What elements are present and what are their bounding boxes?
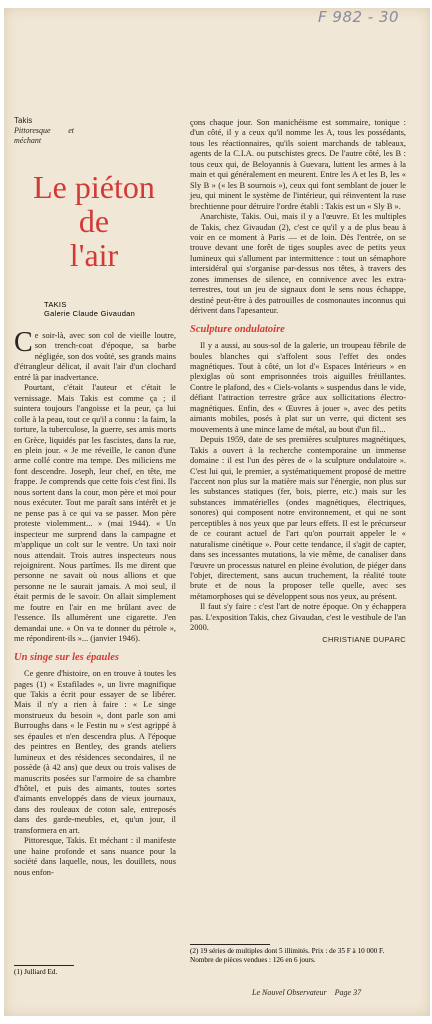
artist-name: TAKIS (44, 300, 67, 309)
headline-line: l'air (69, 237, 119, 273)
footnote-rule (190, 944, 270, 945)
paragraph: Il faut s'y faire : c'est l'art de notre époque. On y échappera pas. L'exposition Takis, chez Givaudan, c'est le vestibule de l'an 2000. (190, 602, 406, 633)
footnote-rule (14, 965, 74, 966)
exhibition-info (44, 300, 135, 318)
left-column (14, 327, 176, 878)
paragraph: Anarchiste, Takis. Oui, mais il y a l'œuvre. Et les multiples de Takis, chez Givaudan (2), c'est ce qu'il y a de plus beau à voir en ce moment à Paris — et de loin. Dès l'entrée, on se trouve devant une forêt de tiges souples avec de petits yeux lumineux qui s'allument par intermittence : tout un sémaphore intersidéral qui s'organise par-dessus nos têtes, à travers des zones immenses de silence, en connivence avec les extra-terrestres, tout un jeu de signaux dont le sens nous échappe, destiné peut-être à des patrouilles de cosmonautes inconnus qui dérivent dans l'apesanteur. (190, 212, 406, 316)
gallery-name: Galerie Claude Givaudan (44, 309, 136, 318)
paragraph: Ce genre d'histoire, on en trouve à toutes les pages (1) « Estafilades », un livre magnifique que Takis a écrit pour essayer de se libérer. Mais il n'y a rien à faire : « Le singe monstrueux du besoin », dont parle son ami Burroughs dans « le Festin nu » s'est agrippé à ses épaules et n'en descendra plus. A l'époque des peintres en Bentley, des grands ateliers lumineux et des résidences secondaires, il ne possède (à 42 ans) que deux ou trois valises de manuscrits posées sur l'armoire de sa chambre d'hôtel, et puis des aimants, toutes sortes d'aimants enveloppés dans de vieux journaux, dans des rouleaux de coton sale, entreposés dans des garde-meubles, et, qu'un jour, il transformera en art. (14, 669, 176, 835)
headline-line: Le piéton (33, 169, 155, 205)
page-footer (252, 988, 361, 997)
section-heading: Un singe sur les épaules (14, 651, 120, 663)
footnote: (1) Julliard Ed. (14, 968, 58, 976)
rubric-name: Takis (14, 116, 33, 125)
paragraph: çons chaque jour. Son manichéisme est sommaire, tonique : d'un côté, il y a ceux qu'il nomme les A, tous les possédants, tous les réactionnaires, qu'ils soient marchands de tableaux, agents de la C.I.A. ou putschistes grecs. De l'autre côté, les B : tous ceux qui, de Beloyannis à Guevara, luttent les armes à la main et qui généralement en meurent. Entre les A et les B, les « Sly B » (« les B sournois »), ceux qui font semblant de jouer le jeu, qui minent le système de l'intérieur, qui réinventent la ruse brechtienne pour détruire l'ordre établi : Takis est un « Sly B ». (190, 118, 406, 211)
paragraph: Depuis 1959, date de ses premières sculptures magnétiques, Takis a ouvert à la recherche contemporaine un immense domaine : il est l'un des pères de « la sculpture ondulatoire ». C'est lui qui, le premier, a systématiquement proposé de mettre l'accent non plus sur la matière mais sur l'énergie, non plus sur les substances statiques (fer, bois, pierre, etc.) mais sur les substances immatérielles (ondes magnétiques, électriques, sonores) qui composent notre environnement, et qui ne sont perceptibles à nos yeux que par leurs effets. Il est le précurseur de ce courant actuel de l'art qu'on pourrait appeler le « naturalisme cinétique ». Pour cette tendance, il s'agit de capter, dans ses incessantes mutations, la vie même, de canaliser dans l'œuvre un processus naturel en pleine évolution, de piéger dans l'objet, directement, sans aucun truchement, la réalité toute brute et de nous la proposer telle quelle, avec ses métamorphoses qui se développent sous nos yeux, au présent. (190, 435, 406, 601)
footnote-area (14, 963, 176, 977)
handwritten-reference: F 982 - 30 (318, 8, 400, 26)
paragraph: Ce soir-là, avec son col de vieille loutre, son trench-coat d'époque, sa barbe négligée, son dos voûté, ses grands mains d'étrangleur délicat, il avait l'air d'un clochard entré là par inadvertance. (14, 327, 176, 382)
page-number: Page 37 (334, 988, 362, 997)
publication-name: Le Nouvel Observateur (252, 988, 327, 997)
headline-line: de (78, 203, 110, 239)
author-signature: CHRISTIANE DUPARC (322, 634, 406, 644)
footnote: (2) 19 séries de multiples dont 5 illimités. Prix : de 35 F à 10 000 F. Nombre de pièces vendues : 126 en 6 jours. (190, 947, 385, 964)
headline (14, 170, 174, 272)
drop-cap: C (14, 327, 33, 358)
rubric (14, 116, 176, 146)
paragraph: Il y a aussi, au sous-sol de la galerie, un troupeau fébrile de boules blanches qui s'affolent sous l'effet des ondes magnétiques. Tout à côté, un lot d'« Espaces Intérieurs » en plexiglas où sont emprisonnées trois aiguilles frétillantes. Contre le plafond, des « Ciels-volants » suspendus dans le vide, défiant l'attraction terrestre grâce aux sollicitations électro-magnétiques. Enfin, des « Œuvres à jouer », avec des petits aimants mobiles, posés à plat sur un verre, qui dictent ses mouvements à une mince lame de métal, au bout d'un fil... (190, 341, 406, 434)
paragraph: Pourtant, c'était l'auteur et c'était le vernissage. Mais Takis est comme ça ; il suintera toujours l'angoisse et la peur, ça lui colle à la peau, tout ce qu'il a connu : la faim, la torture, la tuberculose, la guerre, ses amis morts en Grèce, liquidés par les fascistes, dans la rue, en plein jour. « Je me réveille, le canon d'une arme collé contre ma tempe. Des miliciens me font descendre. Joseph, leur chef, en tête, me frappe. Je comprends que cette fois c'est fini. Ils nous sortent dans la cour, mon père et moi pour nous exécuter. Tout me paraît sans intérêt et je ne pense pas à ce qui va se passer. Mon père proteste violemment... » (mai 1944). « Un inspecteur me surprend dans la campagne et m'applique un colt sur le ventre. Un taxi noir nous attendait. Trois autres inspecteurs nous rejoignirent. Nous partîmes. Ils me dirent que personne ne savait où nous allions et que personne ne le saurait jamais. A moi seul, il était permis de le savoir. On allait simplement me foutre en l'air en me brûlant avec de l'essence. Ils allumèrent une cigarette. J'en demandai une. « On va te donner du pétrole », me répondirent-ils »... (janvier 1946). (14, 383, 176, 644)
right-column (190, 118, 406, 645)
section-heading: Sculpture ondulatoire (190, 323, 285, 335)
footnote-area (190, 942, 406, 964)
rubric-tagline: Pittoresque et méchant (14, 126, 74, 145)
paragraph: Pittoresque, Takis. Et méchant : il manifeste une haine profonde et sans nuance pour la société dans laquelle, nous, les douillets, nous nous enfon- (14, 836, 176, 877)
